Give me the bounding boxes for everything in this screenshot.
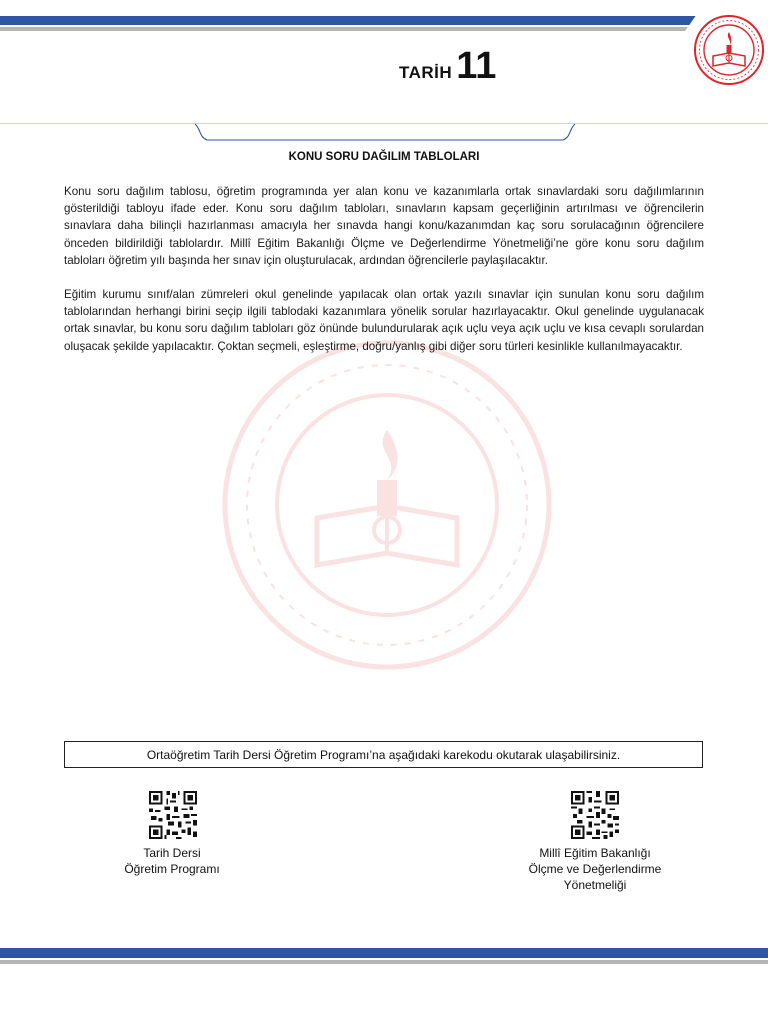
qr-note-text: Ortaöğretim Tarih Dersi Öğretim Programı’na aşağıdaki karekodu okutarak ulaşabilirsiniz. — [146, 747, 621, 762]
page-title — [399, 46, 496, 86]
qr-caption-line: Ölçme ve Değerlendirme — [528, 862, 662, 876]
top-accent-bar — [0, 16, 700, 25]
grade-number: 11 — [456, 45, 497, 87]
qr-caption-curriculum — [97, 845, 247, 877]
qr-note-box — [64, 741, 703, 768]
qr-caption-line: Tarih Dersi — [143, 846, 201, 860]
top-gray-bar — [0, 27, 700, 31]
section-heading: KONU SORU DAĞILIM TABLOLARI — [288, 151, 480, 163]
bottom-accent-bar — [0, 948, 768, 958]
qr-caption-line: Öğretim Programı — [124, 862, 220, 876]
qr-code-icon[interactable] — [571, 791, 619, 839]
qr-caption-line: Yönetmeliği — [563, 878, 627, 892]
subject-label: TARİH — [399, 63, 453, 82]
paragraph-rules: Eğitim kurumu sınıf/alan zümreleri okul genelinde yapılacak olan ortak yazılı sınavlar için sunulan konu soru dağılım tablolarından herhangi birini seçip ilgili tablodaki kazanımlara yönelik sorular hazırlayacaktır. Okul genelinde uygulanacak ortak sınavlar, bu konu soru dağılım tabloları göz önünde bulundurularak açık uçlu veya açık uçlu ve kısa cevaplı sorulardan oluşacak şekilde yapılacaktır. Çoktan seçmeli, eşleştirme, doğru/yanlış gibi diğer soru türleri kesinlikle kullanılmayacaktır. — [64, 288, 704, 353]
ministry-seal-icon — [693, 14, 765, 86]
qr-code-icon[interactable] — [149, 791, 197, 839]
qr-caption-regulation — [505, 845, 685, 893]
qr-caption-line: Millî Eğitim Bakanlığı — [539, 846, 651, 860]
ministry-watermark-icon — [222, 340, 552, 670]
bottom-gray-bar — [0, 960, 768, 964]
paragraph-intro: Konu soru dağılım tablosu, öğretim programında yer alan konu ve kazanımlarla ortak sınavlardaki soru dağılımlarının gösterildiği tabloyu ifade eder. Konu soru dağılım tabloları, sınavların kapsam geçerliğinin artırılması ve öğrencilerin sınavlara daha bilinçli hazırlanması amacıyla her sınavda hangi konu/kazanımdan kaç soru sorulacağının öğrencilere önceden bildirildiği tablolardır. Millî Eğitim Bakanlığı Ölçme ve Değerlendirme Yönetmeliği’ne göre konu soru dağılım tabloları öğretim yılı başında her sınav için oluşturulacak, ardından öğrencilerle paylaşılacaktır. — [64, 185, 704, 267]
heading-bracket — [193, 123, 577, 145]
